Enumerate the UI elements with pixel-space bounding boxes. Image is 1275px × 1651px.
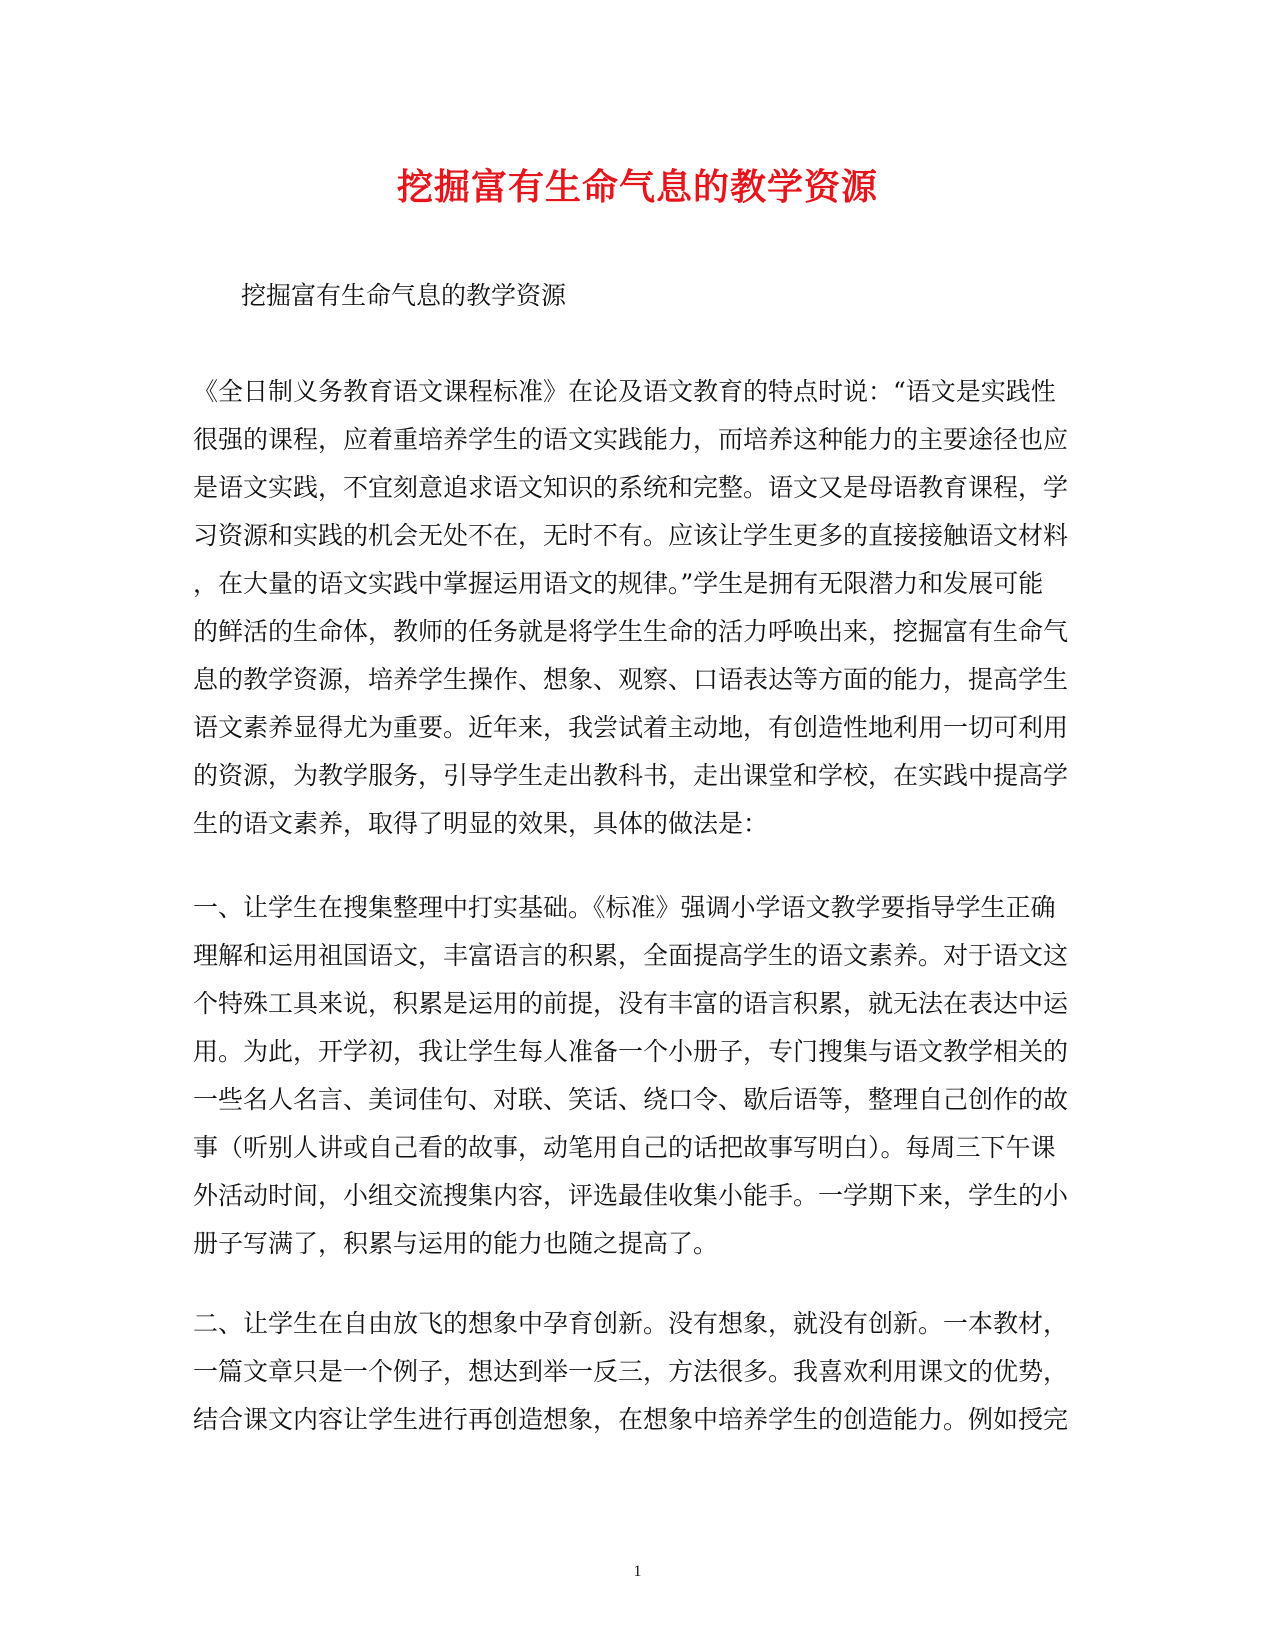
document-title: 挖掘富有生命气息的教学资源 <box>396 166 878 208</box>
text-line: 事（听别人讲或自己看的故事，动笔用自己的话把故事写明白）。每周三下午课 <box>193 1133 1056 1162</box>
text-line: ，在大量的语文实践中掌握运用语文的规律。”学生是拥有无限潜力和发展可能 <box>193 569 1044 598</box>
paragraph-section-one <box>193 884 1081 1268</box>
text-line: 册子写满了，积累与运用的能力也随之提高了。 <box>193 1229 719 1258</box>
document-subtitle: 挖掘富有生命气息的教学资源 <box>241 281 567 310</box>
text-line: 一篇文章只是一个例子，想达到举一反三，方法很多。我喜欢利用课文的优势， <box>193 1357 1069 1386</box>
text-line: 生的语文素养，取得了明显的效果，具体的做法是： <box>193 809 769 838</box>
text-line: 的鲜活的生命体，教师的任务就是将学生生命的活力呼唤出来，挖掘富有生命气 <box>193 617 1069 646</box>
text-line: 结合课文内容让学生进行再创造想象，在想象中培养学生的创造能力。例如授完 <box>193 1405 1069 1434</box>
text-line: 二、让学生在自由放飞的想象中孕育创新。没有想象，就没有创新。一本教材， <box>193 1309 1069 1338</box>
text-line: 是语文实践，不宜刻意追求语文知识的系统和完整。语文又是母语教育课程，学 <box>193 473 1069 502</box>
text-line: 个特殊工具来说，积累是运用的前提，没有丰富的语言积累，就无法在表达中运 <box>193 989 1069 1018</box>
text-line: 息的教学资源，培养学生操作、想象、观察、口语表达等方面的能力，提高学生 <box>193 665 1069 694</box>
text-line: 《全日制义务教育语文课程标准》在论及语文教育的特点时说：“语文是实践性 <box>193 377 1056 406</box>
paragraph-intro <box>193 368 1081 848</box>
text-line: 的资源，为教学服务，引导学生走出教科书，走出课堂和学校，在实践中提高学 <box>193 761 1069 790</box>
page-number: 1 <box>633 1563 642 1580</box>
text-line: 外活动时间，小组交流搜集内容，评选最佳收集小能手。一学期下来，学生的小 <box>193 1181 1069 1210</box>
text-line: 语文素养显得尤为重要。近年来，我尝试着主动地，有创造性地利用一切可利用 <box>193 713 1069 742</box>
text-line: 一、让学生在搜集整理中打实基础。《标准》强调小学语文教学要指导学生正确 <box>193 893 1056 922</box>
paragraph-section-two <box>193 1300 1081 1444</box>
text-line: 用。为此，开学初，我让学生每人准备一个小册子，专门搜集与语文教学相关的 <box>193 1037 1069 1066</box>
text-line: 一些名人名言、美词佳句、对联、笑话、绕口令、歇后语等，整理自己创作的故 <box>193 1085 1069 1114</box>
text-line: 理解和运用祖国语文，丰富语言的积累，全面提高学生的语文素养。对于语文这 <box>193 941 1069 970</box>
text-line: 习资源和实践的机会无处不在，无时不有。应该让学生更多的直接接触语文材料 <box>193 521 1069 550</box>
text-line: 很强的课程，应着重培养学生的语文实践能力，而培养这种能力的主要途径也应 <box>193 425 1069 454</box>
